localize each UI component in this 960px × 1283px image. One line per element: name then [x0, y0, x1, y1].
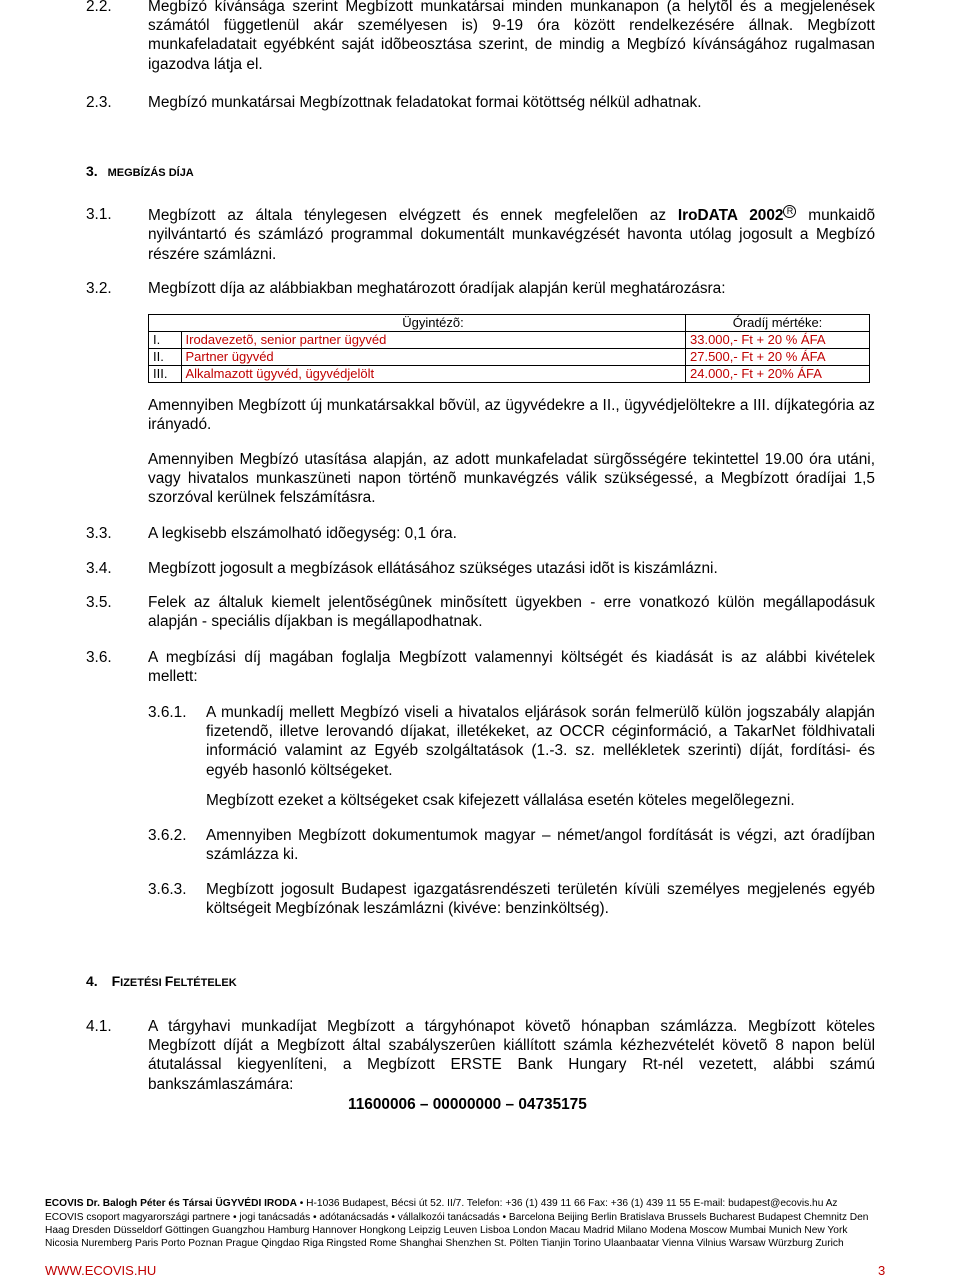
heading-number: 4.	[86, 973, 98, 989]
subsection-number: 3.6.2.	[148, 827, 187, 844]
paragraph-2-3: Megbízó munkatársai Megbízottnak feladatokat formai kötöttség nélkül adhatnak.	[148, 94, 702, 111]
footer-firm-name: ECOVIS Dr. Balogh Péter és Társai ÜGYVÉDI IRODA	[45, 1198, 297, 1209]
section-number: 2.3.	[86, 94, 112, 111]
paragraph-3-6-1-note: Megbízott ezeket a költségeket csak kifejezett vállalása esetén köteles megelõlegezni.	[206, 792, 795, 809]
table-cell-num: I.	[149, 332, 182, 349]
footer-website-link[interactable]: WWW.ECOVIS.HU	[45, 1263, 157, 1278]
section-number: 3.2.	[86, 280, 112, 297]
heading-number: 3.	[86, 163, 98, 179]
paragraph-3-5: Felek az általuk kiemelt jelentõségûnek minõsített ügyekben - erre vonatkozó külön megállapodásuk alapján - speciális díjakban is megállapodhatnak.	[148, 594, 875, 631]
section-number: 3.6.	[86, 649, 112, 666]
heading-smallcaps: IZETÉSI	[120, 977, 165, 989]
product-name: IroDATA 2002	[677, 207, 784, 225]
table-cell-person: Irodavezetõ, senior partner ügyvéd	[181, 332, 686, 349]
table-cell-num: III.	[149, 366, 182, 383]
table-row	[149, 366, 870, 383]
table-cell	[149, 315, 182, 332]
table-cell-person: Partner ügyvéd	[181, 349, 686, 366]
footer-contact: • H-1036 Budapest, Bécsi út 52. II/7. Telefon: +36 (1) 439 11 66 Fax: +36 (1) 439 11 55 E-mail: budapest@ecovis.hu Az	[296, 1198, 838, 1209]
heading-title: MEGBÍZÁS DÍJA	[107, 167, 194, 179]
heading-initial: F	[164, 973, 174, 989]
page-number: 3	[878, 1263, 886, 1278]
section-heading-4	[86, 973, 237, 989]
paragraph-4-1: A tárgyhavi munkadíjat Megbízott a tárgyhónapot követõ hónapban számlázza. Megbízott köteles Megbízott díját a Megbízott által szabályszerûen kiállított számla kézhezvételét követõ 8 napon belül átutalással kiegyenlíteni, a Megbízott ERSTE Bank Hungary Rt-nél vezetett, alábbi számú bankszámlaszámára:	[148, 1018, 875, 1093]
paragraph-3-1	[148, 205, 875, 264]
table-row	[149, 332, 870, 349]
section-number: 4.1.	[86, 1018, 112, 1035]
heading-title	[112, 973, 237, 989]
paragraph-3-2: Megbízott díja az alábbiakban meghatározott óradíjak alapján kerül meghatározásra:	[148, 280, 726, 297]
section-number: 3.3.	[86, 525, 112, 542]
table-header-rate: Óradíj mértéke:	[686, 315, 870, 332]
section-heading-3	[86, 163, 194, 179]
paragraph-3-6-2: Amennyiben Megbízott dokumentumok magyar – német/angol fordítását is végzi, azt óradíjban számlázza ki.	[206, 827, 875, 864]
table-cell-rate: 24.000,- Ft + 20% ÁFA	[686, 366, 870, 383]
subsection-number: 3.6.1.	[148, 704, 187, 721]
fee-table	[148, 314, 870, 383]
table-cell-person: Alkalmazott ügyvéd, ügyvédjelölt	[181, 366, 686, 383]
paragraph-urgency: Amennyiben Megbízó utasítása alapján, az adott munkafeladat sürgõsségére tekintettel 19.00 óra utáni, vagy hivatalos munkaszüneti napon történõ munkavégzés válik szükségessé, a Megbízott óradíjai 1,5 szorzóval kerülnek felszámításra.	[148, 451, 875, 507]
text-segment: munkaidõ nyilvántartó és számlázó programmal dokumentált munkavégzését havonta utólag jogosult a Megbízó részére számlázni.	[148, 207, 875, 263]
section-number: 3.5.	[86, 594, 112, 611]
paragraph-3-6-3: Megbízott jogosult Budapest igazgatásrendészeti területén kívüli személyes megjelenés egyéb költségeit Megbízónak leszámlázni (kivéve: benzinköltség).	[206, 881, 875, 918]
heading-initial: F	[111, 973, 121, 989]
bank-account-number: 11600006 – 00000000 – 04735175	[348, 1096, 587, 1113]
text-segment: Megbízott az általa ténylegesen elvégzett és ennek megfelelõen az	[148, 207, 678, 225]
paragraph-2-2: Megbízó kívánsága szerint Megbízott munkatársai minden munkanapon (a helytõl és a megjelenések számától függetlenül akár személyesen is) 9-19 óra között rendelkezésére állnak. Megbízott munkafeladatait egyébként saját idõbeosztása szerint, de mindig a Megbízó kívánságához rugalmasan igazodva látja el.	[148, 0, 875, 73]
footer-address	[45, 1198, 925, 1211]
table-header-row	[149, 315, 870, 332]
table-row	[149, 349, 870, 366]
section-number: 2.2.	[86, 0, 112, 15]
table-cell-rate: 33.000,- Ft + 20 % ÁFA	[686, 332, 870, 349]
paragraph-3-6: A megbízási díj magában foglalja Megbízott valamennyi költségét és kiadását is az alábbi kivételek mellett:	[148, 649, 875, 686]
section-number: 3.1.	[86, 206, 112, 223]
subsection-number: 3.6.3.	[148, 881, 187, 898]
table-cell-rate: 27.500,- Ft + 20 % ÁFA	[686, 349, 870, 366]
section-number: 3.4.	[86, 560, 112, 577]
paragraph-3-3: A legkisebb elszámolható idõegység: 0,1 óra.	[148, 525, 457, 542]
paragraph-expansion: Amennyiben Megbízott új munkatársakkal bõvül, az ügyvédekre a II., ügyvédjelöltekre a III. díjkategória az irányadó.	[148, 397, 875, 434]
heading-smallcaps: ELTÉTELEK	[173, 977, 237, 989]
registered-mark-icon: R	[783, 205, 796, 218]
table-cell-num: II.	[149, 349, 182, 366]
table-header-person: Ügyintézõ:	[181, 315, 686, 332]
paragraph-3-6-1: A munkadíj mellett Megbízó viseli a hivatalos eljárások során felmerülõ külön jogszabály alapján fizetendõ, illetve lerovandó díjakat, illetékeket, az OCCR céginformáció, a TakarNet földhivatali információ valamint az Egyéb szolgáltatások (1.-3. sz. mellékletek szerinti) díját, fordítási- és egyéb hasonló költségeket.	[206, 704, 875, 779]
footer-cities-line: Nicosia Nuremberg Paris Porto Poznan Prague Qingdao Riga Ringsted Rome Shanghai Shenzhen St. Pölten Tianjin Torino Ulaanbaatar Vienna Vilnius Warsaw Würzburg Zurich	[45, 1238, 844, 1249]
footer-cities-line: Haag Dresden Düsseldorf Göttingen Guangzhou Hamburg Hannover Hongkong Leipzig Leuven Lisboa London Macau Madrid Milano Modena Moscow Mumbai Munich New York	[45, 1225, 848, 1236]
footer-network-line: ECOVIS csoport magyarországi partnere • jogi tanácsadás • adótanácsadás • vállalkozói tanácsadás • Barcelona Beijing Berlin Bratislava Brussels Bucharest Budapest Chemnitz Den	[45, 1212, 869, 1223]
paragraph-3-4: Megbízott jogosult a megbízások ellátásához szükséges utazási idõt is kiszámlázni.	[148, 560, 718, 577]
